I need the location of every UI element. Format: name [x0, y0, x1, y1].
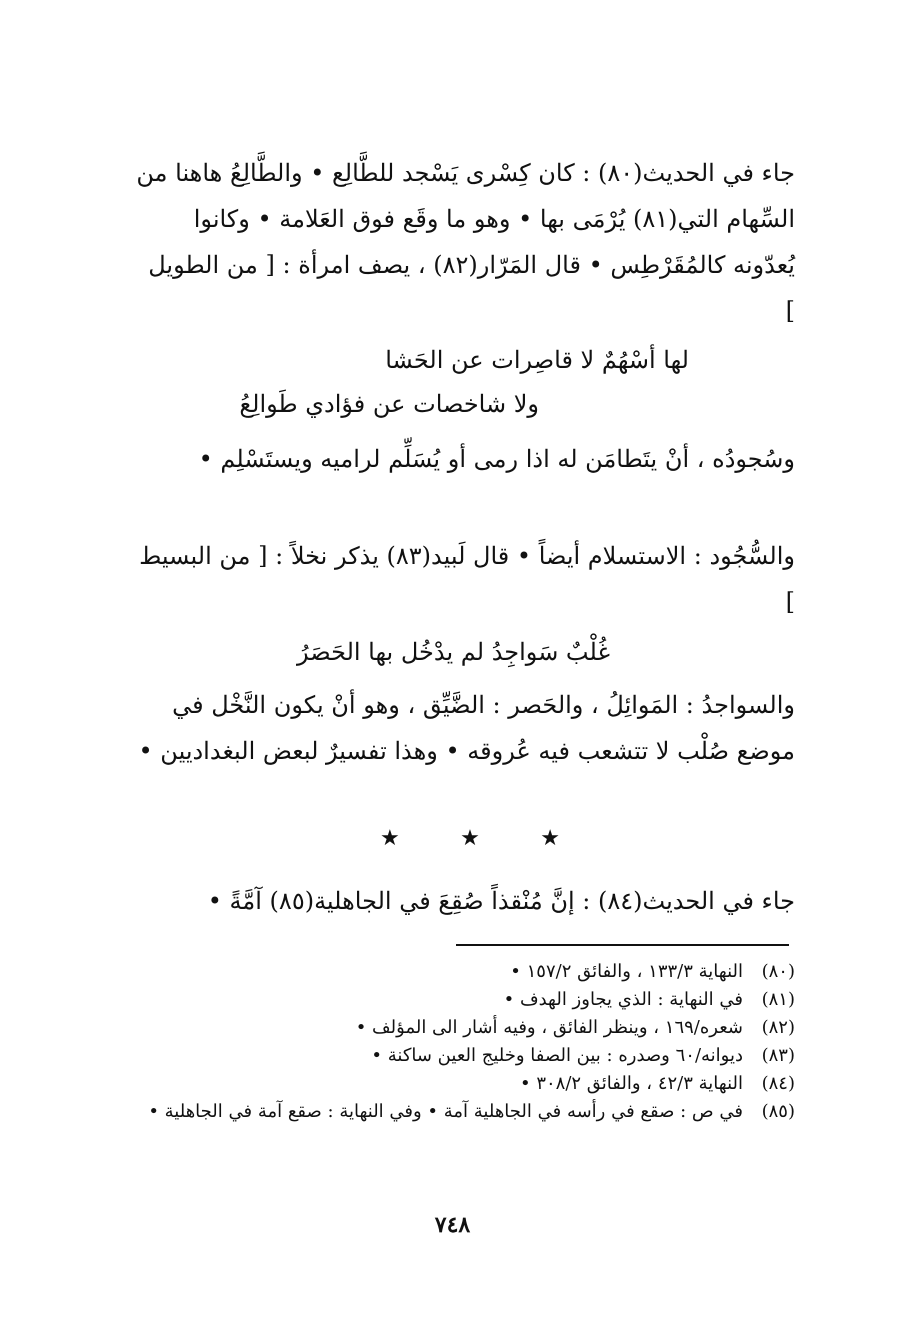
paragraph-2: وسُجودُه ، أنْ يتَطامَن له اذا رمى أو يُسَلِّم لراميه ويستَسْلِم • — [198, 445, 795, 473]
footnote-85 — [135, 1098, 795, 1126]
footnote-84 — [135, 1070, 795, 1098]
verse-2: غُلْبٌ سَواجِدُ لم يدْخُل بها الحَصَرُ — [297, 638, 610, 666]
star-icon: ★ — [540, 826, 560, 851]
footnote-80 — [135, 958, 795, 986]
footnote-number: (٨٣) — [761, 1045, 795, 1066]
star-icon: ★ — [380, 826, 400, 851]
verse-1-second-hemistich: ولا شاخصات عن فؤادي طَوالِعُ — [239, 390, 539, 418]
footnote-divider — [456, 944, 789, 946]
footnote-text: في ص : صقع في رأسه في الجاهلية آمة • وفي النهاية : صقع آمة في الجاهلية • — [148, 1101, 743, 1122]
footnote-number: (٨٥) — [761, 1101, 795, 1122]
footnote-text: شعره/١٦٩ ، وينظر الفائق ، وفيه أشار الى المؤلف • — [355, 1017, 743, 1038]
footnote-number: (٨٠) — [761, 961, 795, 982]
paragraph-4: والسواجدُ : المَوائِلُ ، والحَصر : الضَّيِّق ، وهو أنْ يكون النَّخْل في موضع صُلْب لا تتشعب فيه عُروقه • وهذا تفسيرٌ لبعض البغداديين • — [138, 691, 795, 765]
footnote-number: (٨١) — [761, 989, 795, 1010]
footnote-text: النهاية ٤٢/٣ ، والفائق ٣٠٨/٢ • — [519, 1073, 743, 1094]
footnote-text: في النهاية : الذي يجاوز الهدف • — [503, 989, 743, 1010]
footnote-text: النهاية ١٣٣/٣ ، والفائق ١٥٧/٢ • — [510, 961, 743, 982]
section-separator — [380, 826, 560, 851]
paragraph-3: والسُّجُود : الاستسلام أيضاً • قال لَبيد(٨٣) يذكر نخلاً : [ من البسيط ] — [139, 542, 795, 616]
page-number: ٧٤٨ — [434, 1212, 471, 1238]
paragraph-1: جاء في الحديث(٨٠) : كان كِسْرى يَسْجد للطَّالِع • والطَّالِعُ هاهنا من السِّهام التي(٨١) يُرْمَى بها • وهو ما وقَع فوق العَلامة • وكانوا يُعدّونه كالمُقَرْطِس • قال المَرّار(٨٢) ، يصف امرأة : [ من الطويل ] — [136, 159, 795, 325]
paragraph-5: جاء في الحديث(٨٤) : إنَّ مُنْقذاً صُقِعَ في الجاهلية(٨٥) آمَّةً • — [207, 887, 795, 915]
verse-1-first-hemistich: لها أسْهُمٌ لا قاصِرات عن الحَشا — [385, 346, 689, 374]
footnote-number: (٨٢) — [761, 1017, 795, 1038]
footnote-81 — [135, 986, 795, 1014]
footnote-text: ديوانه/٦٠ وصدره : بين الصفا وخليج العين ساكنة • — [371, 1045, 743, 1066]
footnote-83 — [135, 1042, 795, 1070]
footnote-82 — [135, 1014, 795, 1042]
star-icon: ★ — [460, 826, 480, 851]
footnotes-list — [135, 958, 795, 1126]
footnote-number: (٨٤) — [761, 1073, 795, 1094]
